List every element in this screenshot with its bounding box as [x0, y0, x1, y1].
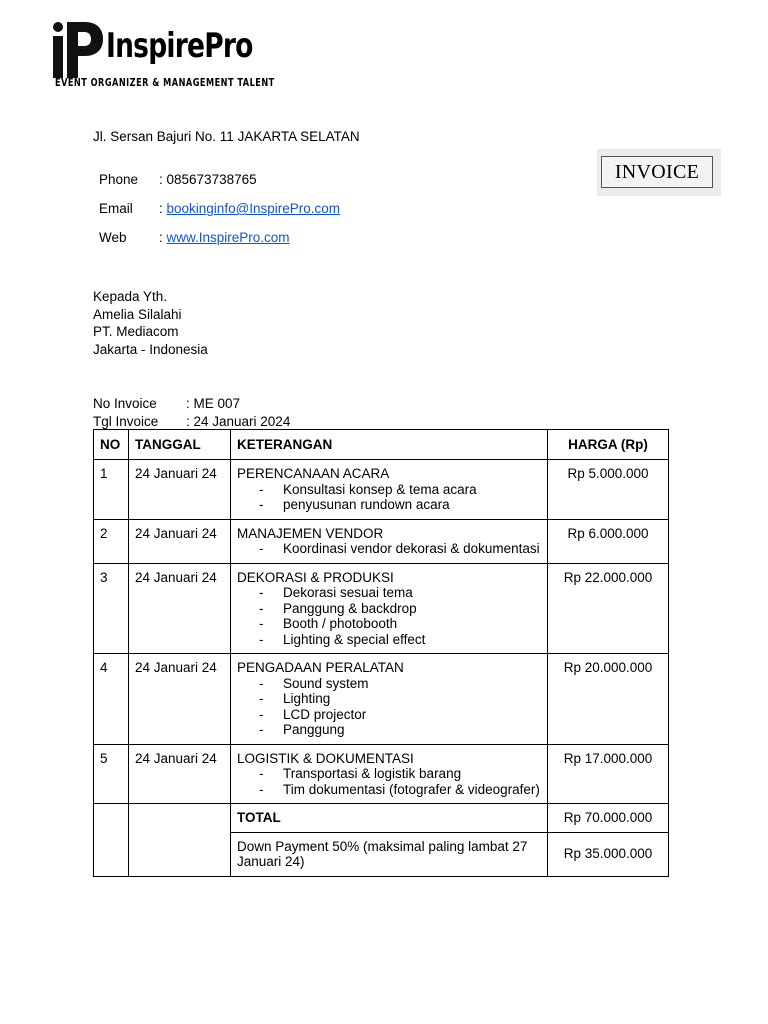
- list-item: - Tim dokumentasi (fotografer & videografer): [259, 781, 540, 797]
- inspirepro-logo-icon: [53, 22, 103, 78]
- row-title: LOGISTIK & DOKUMENTASI: [237, 750, 414, 766]
- invoice-stamp: [597, 149, 721, 196]
- list-item: - Transportasi & logistik barang: [259, 766, 462, 781]
- contact-web-row: [99, 230, 290, 245]
- contact-email-sep: :: [159, 201, 167, 216]
- invoice-meta: [93, 395, 290, 430]
- header-description: KETERANGAN: [231, 430, 548, 460]
- row-date: 24 Januari 24: [129, 744, 231, 804]
- invoice-number-value: : ME 007: [186, 396, 241, 411]
- invoice-number-row: [93, 395, 290, 413]
- invoice-stamp-label: INVOICE: [601, 156, 713, 188]
- row-description: [231, 654, 548, 745]
- row-no: 2: [94, 519, 129, 563]
- company-name: InspirePro: [106, 26, 253, 66]
- row-title: MANAJEMEN VENDOR: [237, 525, 384, 541]
- row-price: Rp 20.000.000: [548, 654, 669, 745]
- contact-email-label: Email: [99, 201, 133, 216]
- recipient-name: Amelia Silalahi: [93, 306, 182, 322]
- row-description: [231, 744, 548, 804]
- contact-email-link[interactable]: bookinginfo@InspirePro.com: [166, 201, 341, 216]
- row-title: PERENCANAAN ACARA: [237, 466, 390, 481]
- contact-phone-label: Phone: [99, 172, 139, 187]
- row-title: DEKORASI & PRODUKSI: [237, 569, 394, 585]
- empty-cell: [129, 804, 231, 877]
- row-no: 5: [94, 744, 129, 804]
- empty-cell: [94, 804, 129, 877]
- invoice-date-label: Tgl Invoice: [93, 413, 159, 429]
- row-no: 4: [94, 654, 129, 745]
- row-no: 3: [94, 563, 129, 654]
- recipient-company: PT. Mediacom: [93, 324, 179, 339]
- row-description: [231, 519, 548, 563]
- total-label: TOTAL: [231, 804, 548, 833]
- invoice-date-value: : 24 Januari 2024: [186, 413, 291, 429]
- list-item: - LCD projector: [259, 706, 367, 722]
- header-price: HARGA (Rp): [548, 430, 669, 460]
- list-item: - Konsultasi konsep & tema acara: [259, 481, 477, 497]
- row-date: 24 Januari 24: [129, 519, 231, 563]
- list-item: - Lighting: [259, 691, 331, 706]
- list-item: - Sound system: [259, 675, 369, 691]
- contact-phone-sep: :: [159, 172, 167, 187]
- row-date: 24 Januari 24: [129, 563, 231, 654]
- header-date: TANGGAL: [129, 430, 231, 460]
- table-row: [94, 654, 669, 745]
- recipient-location: Jakarta - Indonesia: [93, 341, 208, 357]
- header-no: NO: [94, 430, 129, 460]
- list-item: - Panggung & backdrop: [259, 600, 417, 616]
- invoice-table: [93, 429, 669, 877]
- company-address: Jl. Sersan Bajuri No. 11 JAKARTA SELATAN: [93, 129, 360, 144]
- list-item: - Koordinasi vendor dekorasi & dokumentasi: [259, 541, 540, 556]
- list-item: - Lighting & special effect: [259, 631, 426, 647]
- invoice-number-label: No Invoice: [93, 396, 157, 411]
- table-row: [94, 460, 669, 520]
- recipient-salutation: Kepada Yth.: [93, 289, 168, 304]
- table-header-row: [94, 430, 669, 460]
- table-row: [94, 744, 669, 804]
- row-price: Rp 6.000.000: [548, 519, 669, 563]
- down-payment-label: Down Payment 50% (maksimal paling lambat 27 Januari 24): [231, 832, 548, 876]
- row-price: Rp 5.000.000: [548, 460, 669, 520]
- list-item: - Dekorasi sesuai tema: [259, 585, 413, 600]
- row-price: Rp 22.000.000: [548, 563, 669, 654]
- company-tagline: EVENT ORGANIZER & MANAGEMENT TALENT: [55, 77, 275, 89]
- row-description: [231, 563, 548, 654]
- row-price: Rp 17.000.000: [548, 744, 669, 804]
- row-title: PENGADAAN PERALATAN: [237, 660, 404, 675]
- row-description: [231, 460, 548, 520]
- contact-web-label: Web: [99, 230, 127, 245]
- down-payment-value: Rp 35.000.000: [548, 832, 669, 876]
- table-row: [94, 519, 669, 563]
- contact-web-sep: :: [159, 230, 167, 245]
- row-no: 1: [94, 460, 129, 520]
- row-date: 24 Januari 24: [129, 460, 231, 520]
- list-item: - Panggung: [259, 722, 345, 737]
- recipient-block: [93, 288, 208, 358]
- row-date: 24 Januari 24: [129, 654, 231, 745]
- invoice-date-row: [93, 413, 290, 431]
- table-row: [94, 563, 669, 654]
- contact-phone-value: 085673738765: [166, 172, 257, 187]
- list-item: - Booth / photobooth: [259, 616, 398, 631]
- contact-phone-row: [99, 172, 257, 187]
- contact-web-link[interactable]: www.InspirePro.com: [166, 230, 290, 245]
- contact-email-row: [99, 201, 340, 216]
- total-row: [94, 804, 669, 833]
- list-item: - penyusunan rundown acara: [259, 497, 450, 512]
- total-value: Rp 70.000.000: [548, 804, 669, 833]
